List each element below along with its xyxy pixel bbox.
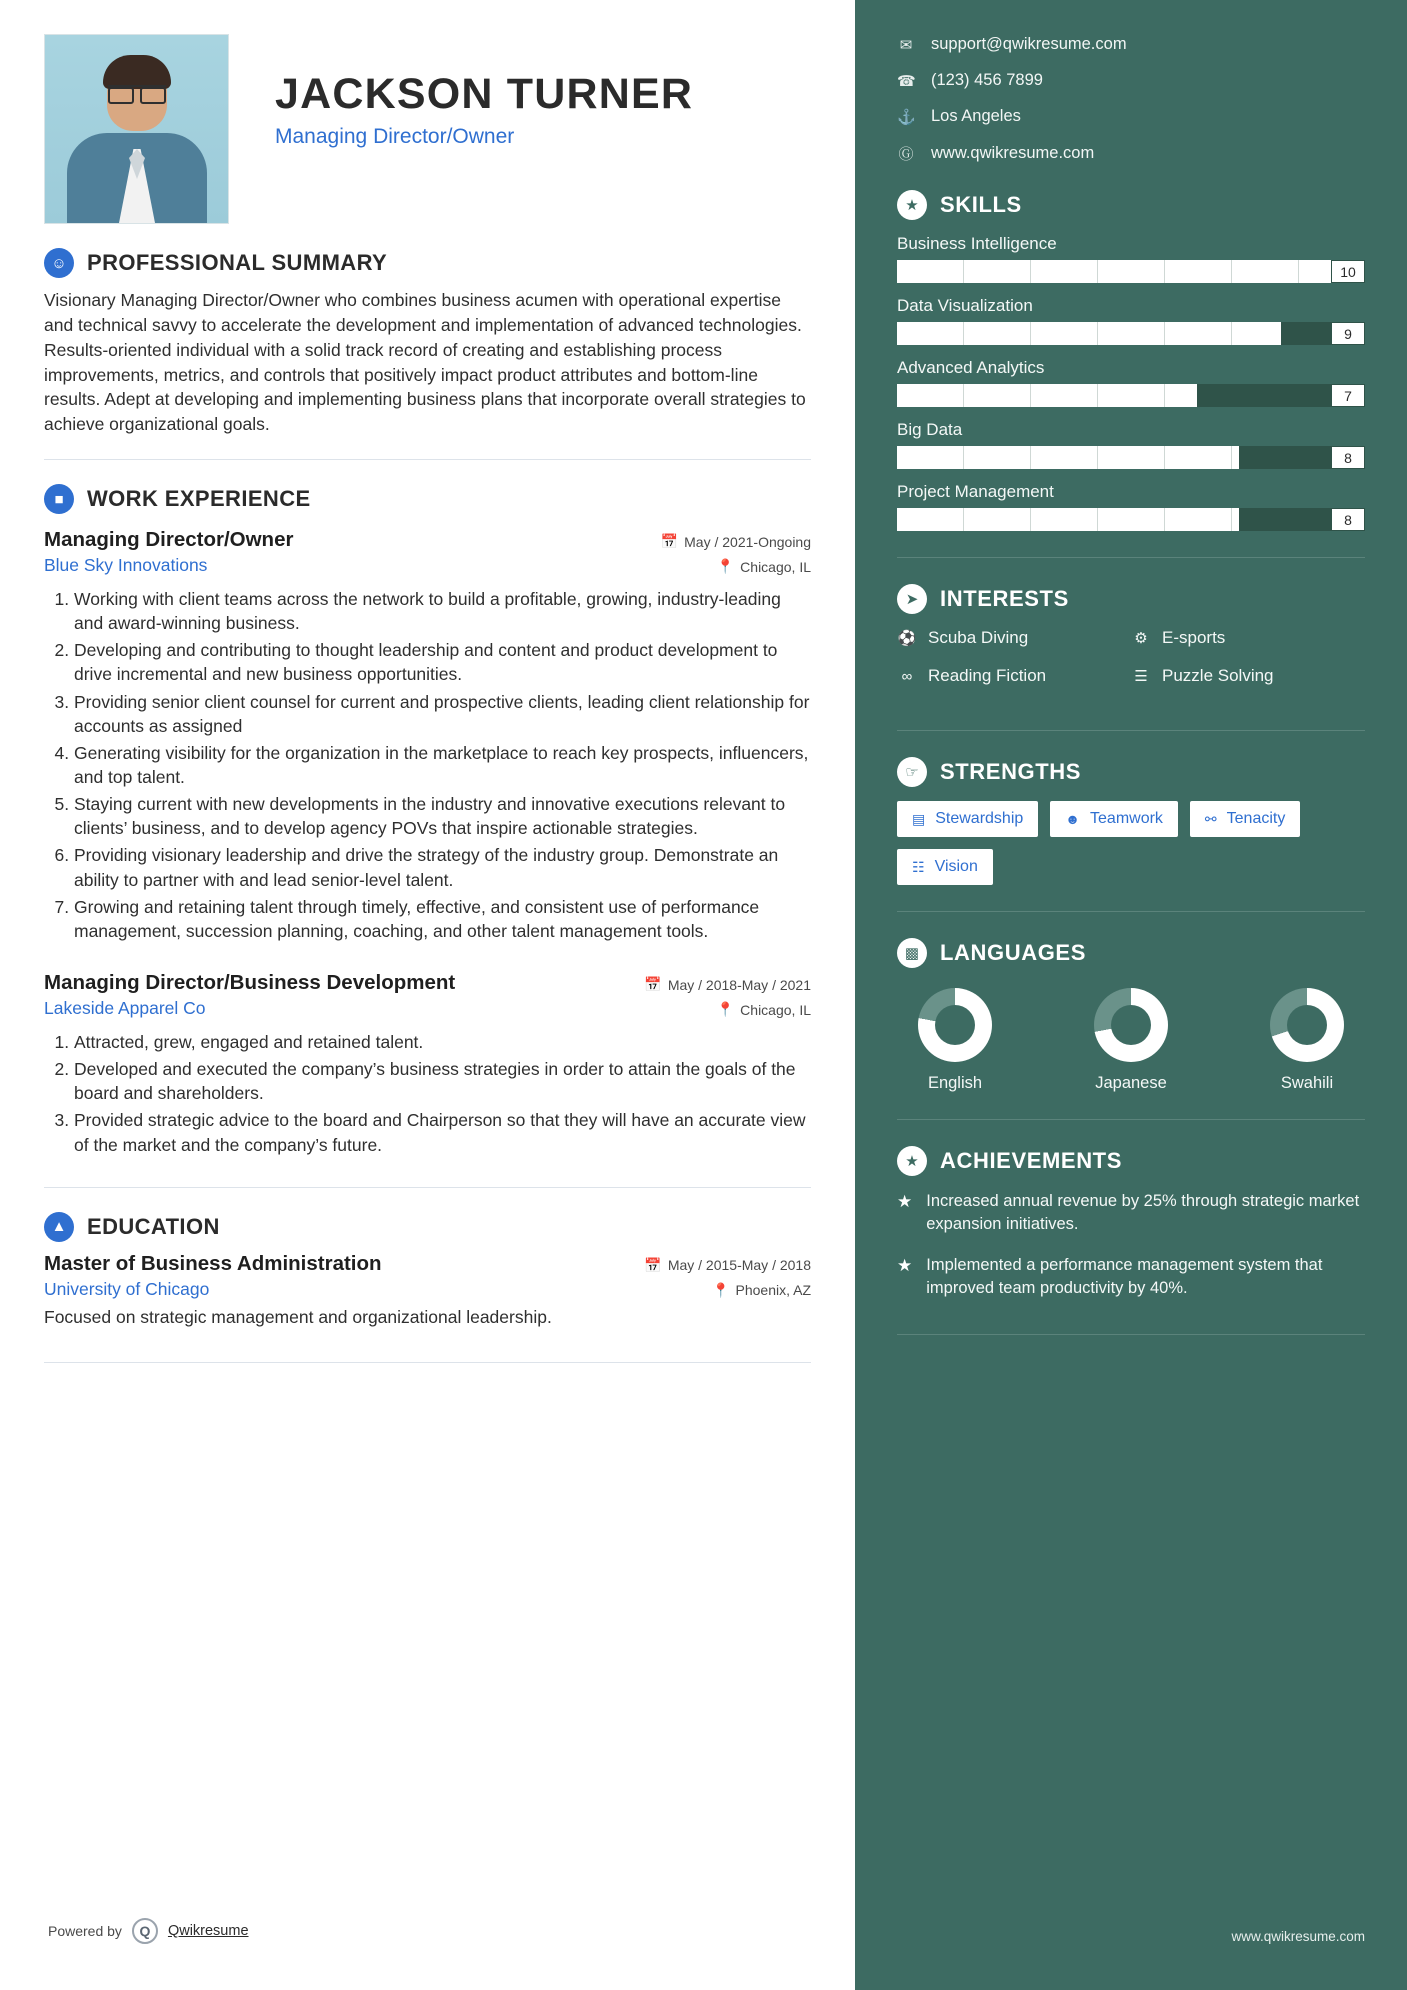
job-location: Chicago, IL bbox=[740, 558, 811, 575]
powered-by-label: Powered by bbox=[48, 1923, 122, 1939]
section-title-work: WORK EXPERIENCE bbox=[87, 486, 311, 512]
skill-name: Project Management bbox=[897, 482, 1054, 501]
puzzle-icon: ☰ bbox=[1134, 668, 1148, 685]
powered-by-footer bbox=[48, 1918, 249, 1944]
fist-circle-icon: ☞ bbox=[897, 757, 927, 787]
ribbon-star-icon: ★ bbox=[897, 1256, 913, 1276]
ribbon-star-icon: ★ bbox=[897, 1192, 913, 1211]
section-achievements bbox=[897, 1146, 1365, 1300]
language-donut bbox=[1094, 988, 1168, 1062]
job-title: Managing Director/Business Development bbox=[44, 971, 456, 995]
resume-sidebar bbox=[855, 0, 1407, 1990]
team-icon: ☻ bbox=[1065, 811, 1081, 827]
job-bullet: 3. Providing senior client counsel for current and prospective clients, leading client relationship for accounts as assigned bbox=[74, 690, 811, 738]
contact-website[interactable] bbox=[897, 143, 1365, 164]
job-dates-wrap bbox=[644, 976, 811, 993]
interest-grid bbox=[897, 628, 1365, 704]
language-label: English bbox=[927, 1074, 983, 1092]
skill-value: 9 bbox=[1331, 322, 1365, 345]
binoculars-icon: ☷ bbox=[912, 858, 925, 875]
interest-item bbox=[1131, 666, 1365, 686]
interest-item bbox=[897, 628, 1131, 648]
skill-name: Big Data bbox=[897, 420, 963, 439]
strength-chip bbox=[1190, 801, 1300, 837]
skill-bar bbox=[897, 508, 1365, 531]
skill-name: Data Visualization bbox=[897, 296, 1033, 315]
contact-email-value: support@qwikresume.com bbox=[931, 35, 1127, 53]
school-name: University of Chicago bbox=[44, 1278, 210, 1299]
book-icon: ∞ bbox=[901, 667, 913, 685]
job-location: Chicago, IL bbox=[740, 1001, 811, 1018]
achievement-item bbox=[897, 1190, 1365, 1236]
strength-label: Tenacity bbox=[1226, 810, 1286, 827]
diving-helmet-icon: ⚽ bbox=[897, 630, 917, 647]
section-skills bbox=[897, 190, 1365, 531]
divider bbox=[44, 1362, 811, 1363]
interest-label: Puzzle Solving bbox=[1162, 666, 1274, 685]
skill-name: Business Intelligence bbox=[897, 234, 1057, 253]
skill-item bbox=[897, 234, 1365, 283]
contact-website-value: www.qwikresume.com bbox=[931, 144, 1095, 162]
id-card-circle-icon: ▩ bbox=[897, 938, 927, 968]
contact-phone[interactable] bbox=[897, 71, 1365, 90]
strength-label: Teamwork bbox=[1090, 810, 1163, 827]
strength-chip bbox=[1050, 801, 1178, 837]
envelope-icon: ✉ bbox=[899, 36, 913, 54]
job-location-wrap bbox=[717, 558, 811, 575]
section-strengths bbox=[897, 757, 1365, 885]
job-dates-wrap bbox=[661, 533, 811, 550]
strength-chip bbox=[897, 849, 993, 885]
job-dates: May / 2021-Ongoing bbox=[684, 533, 811, 550]
sidebar-divider bbox=[897, 911, 1365, 912]
sidebar-footer-url: www.qwikresume.com bbox=[1231, 1929, 1365, 1944]
job-location-wrap bbox=[717, 1001, 811, 1018]
job-bullet-list bbox=[44, 1030, 811, 1157]
section-interests bbox=[897, 584, 1365, 704]
calendar-icon: 📅 bbox=[644, 1256, 662, 1273]
sidebar-divider bbox=[897, 1334, 1365, 1335]
job-bullet: 1. Attracted, grew, engaged and retained talent. bbox=[74, 1030, 811, 1054]
skill-bar bbox=[897, 322, 1365, 345]
interest-item bbox=[1131, 628, 1365, 648]
qwikresume-logo-icon: Q bbox=[132, 1918, 158, 1944]
job-bullet: 6. Providing visionary leadership and drive the strategy of the industry group. Demonstrate an ability to partner with and lead senior-level talent. bbox=[74, 843, 811, 891]
briefcase-circle-icon: ■ bbox=[44, 484, 74, 514]
sidebar-divider bbox=[897, 1119, 1365, 1120]
section-title-achievements: ACHIEVEMENTS bbox=[940, 1148, 1122, 1173]
section-education bbox=[44, 1212, 811, 1328]
user-circle-icon: ☺ bbox=[44, 248, 74, 278]
strength-label: Stewardship bbox=[935, 810, 1024, 827]
education-description: Focused on strategic management and organizational leadership. bbox=[44, 1306, 552, 1327]
skill-value: 8 bbox=[1331, 446, 1365, 469]
achievement-item bbox=[897, 1254, 1365, 1300]
skill-bar bbox=[897, 446, 1365, 469]
star-circle-icon: ★ bbox=[897, 1146, 927, 1176]
divider bbox=[44, 1187, 811, 1188]
language-item bbox=[1077, 988, 1185, 1093]
job-company: Lakeside Apparel Co bbox=[44, 998, 206, 1019]
language-donut bbox=[918, 988, 992, 1062]
language-item bbox=[1253, 988, 1361, 1093]
location-pin-icon: 📍 bbox=[716, 558, 735, 575]
job-bullet: 1. Working with client teams across the network to build a profitable, growing, industry-leading and award-winning business. bbox=[74, 587, 811, 635]
phone-icon: ☎ bbox=[897, 72, 916, 90]
calendar-icon: 📅 bbox=[644, 976, 662, 993]
contact-list bbox=[897, 35, 1365, 164]
contact-location-value: Los Angeles bbox=[931, 107, 1021, 125]
language-label: Japanese bbox=[1095, 1074, 1167, 1092]
job-bullet: 5. Staying current with new developments in the industry and innovative executions relevant to clients’ business, and to develop agency POVs that inspire actionable strategies. bbox=[74, 792, 811, 840]
skill-bar bbox=[897, 384, 1365, 407]
job-bullet: 3. Provided strategic advice to the board and Chairperson so that they will have an accurate view of the market and the company’s future. bbox=[74, 1108, 811, 1156]
resume-header bbox=[44, 34, 811, 224]
candidate-role: Managing Director/Owner bbox=[275, 125, 515, 149]
section-title-skills: SKILLS bbox=[940, 192, 1022, 217]
candidate-name: JACKSON TURNER bbox=[275, 70, 694, 118]
gamepad-icon: ⚙ bbox=[1134, 630, 1148, 647]
job-bullet: 7. Growing and retaining talent through timely, effective, and consistent use of performance management, succession planning, coaching, and other talent management tools. bbox=[74, 895, 811, 943]
education-dates: May / 2015-May / 2018 bbox=[667, 1257, 811, 1274]
education-dates-wrap bbox=[644, 1257, 811, 1274]
contact-location bbox=[897, 107, 1365, 126]
contact-email[interactable] bbox=[897, 35, 1365, 54]
lightbulb-circle-icon: ★ bbox=[897, 190, 927, 220]
achievement-text: Increased annual revenue by 25% through strategic market expansion initiatives. bbox=[926, 1192, 1360, 1234]
skill-bar bbox=[897, 260, 1365, 283]
education-location: Phoenix, AZ bbox=[735, 1282, 811, 1299]
contact-phone-value: (123) 456 7899 bbox=[931, 71, 1043, 89]
skill-name: Advanced Analytics bbox=[897, 358, 1045, 377]
sidebar-divider bbox=[897, 557, 1365, 558]
language-grid bbox=[897, 982, 1365, 1093]
job-bullet: 2. Developed and executed the company’s business strategies in order to attain the goals of the board and shareholders. bbox=[74, 1057, 811, 1105]
job-company: Blue Sky Innovations bbox=[44, 555, 208, 576]
profile-photo bbox=[44, 34, 229, 224]
language-label: Swahili bbox=[1280, 1074, 1334, 1092]
strength-chip bbox=[897, 801, 1038, 837]
achievement-text: Implemented a performance management system that improved team productivity by 40%. bbox=[926, 1256, 1323, 1298]
strength-grid bbox=[897, 801, 1365, 885]
globe-icon: Ⓖ bbox=[898, 146, 914, 163]
section-title-interests: INTERESTS bbox=[940, 586, 1069, 611]
section-title-strengths: STRENGTHS bbox=[940, 759, 1082, 784]
language-item bbox=[901, 988, 1009, 1093]
job-bullet: 2. Developing and contributing to thought leadership and content and product development to drive incremental and new business opportunities. bbox=[74, 638, 811, 686]
education-entry bbox=[44, 1252, 811, 1328]
name-block bbox=[229, 34, 693, 149]
language-donut bbox=[1270, 988, 1344, 1062]
location-pin-icon: 📍 bbox=[716, 1001, 735, 1018]
section-title-education: EDUCATION bbox=[87, 1213, 220, 1239]
skill-value: 8 bbox=[1331, 508, 1365, 531]
qwikresume-brand-link[interactable]: Qwikresume bbox=[167, 1923, 249, 1939]
interest-label: Scuba Diving bbox=[928, 628, 1029, 647]
interest-item bbox=[897, 666, 1131, 686]
paper-plane-circle-icon: ➤ bbox=[897, 584, 927, 614]
section-languages bbox=[897, 938, 1365, 1093]
briefcase-icon: ▤ bbox=[912, 810, 926, 827]
section-title-summary: PROFESSIONAL SUMMARY bbox=[87, 250, 388, 275]
job-dates: May / 2018-May / 2021 bbox=[667, 976, 811, 993]
interest-label: E-sports bbox=[1162, 628, 1226, 647]
strength-label: Vision bbox=[934, 858, 978, 875]
section-title-languages: LANGUAGES bbox=[940, 940, 1086, 965]
education-location-wrap bbox=[712, 1282, 811, 1299]
job-bullet-list bbox=[44, 587, 811, 943]
skill-item bbox=[897, 482, 1365, 531]
section-professional-summary bbox=[44, 248, 811, 437]
interest-label: Reading Fiction bbox=[928, 666, 1047, 685]
skill-item bbox=[897, 420, 1365, 469]
work-entry bbox=[44, 971, 811, 1157]
location-pin-icon: ⚓ bbox=[897, 108, 916, 126]
divider bbox=[44, 459, 811, 460]
link-icon: ⚯ bbox=[1204, 810, 1217, 827]
sidebar-divider bbox=[897, 730, 1365, 731]
work-entry bbox=[44, 528, 811, 943]
skill-item bbox=[897, 296, 1365, 345]
graduation-circle-icon: ▲ bbox=[44, 1212, 74, 1242]
skill-item bbox=[897, 358, 1365, 407]
skill-value: 10 bbox=[1331, 260, 1365, 283]
section-work-experience bbox=[44, 484, 811, 1157]
skill-value: 7 bbox=[1331, 384, 1365, 407]
job-title: Managing Director/Owner bbox=[44, 528, 294, 552]
location-pin-icon: 📍 bbox=[712, 1281, 730, 1298]
calendar-icon: 📅 bbox=[660, 533, 679, 550]
summary-text: Visionary Managing Director/Owner who combines business acumen with operational expertise and technical savvy to accelerate the development and implementation of advanced technologies. Results-oriented individual with a solid track record of creating and establishing process improvements, metrics, and controls that positively impact product attributes and bottom-line results. Adept at developing and implementing business plans that incorporate overall strategies to achieve organizational goals. bbox=[44, 290, 806, 435]
job-bullet: 4. Generating visibility for the organization in the marketplace to reach key prospects, influencers, and top talent. bbox=[74, 741, 811, 789]
degree-title: Master of Business Administration bbox=[44, 1251, 382, 1275]
